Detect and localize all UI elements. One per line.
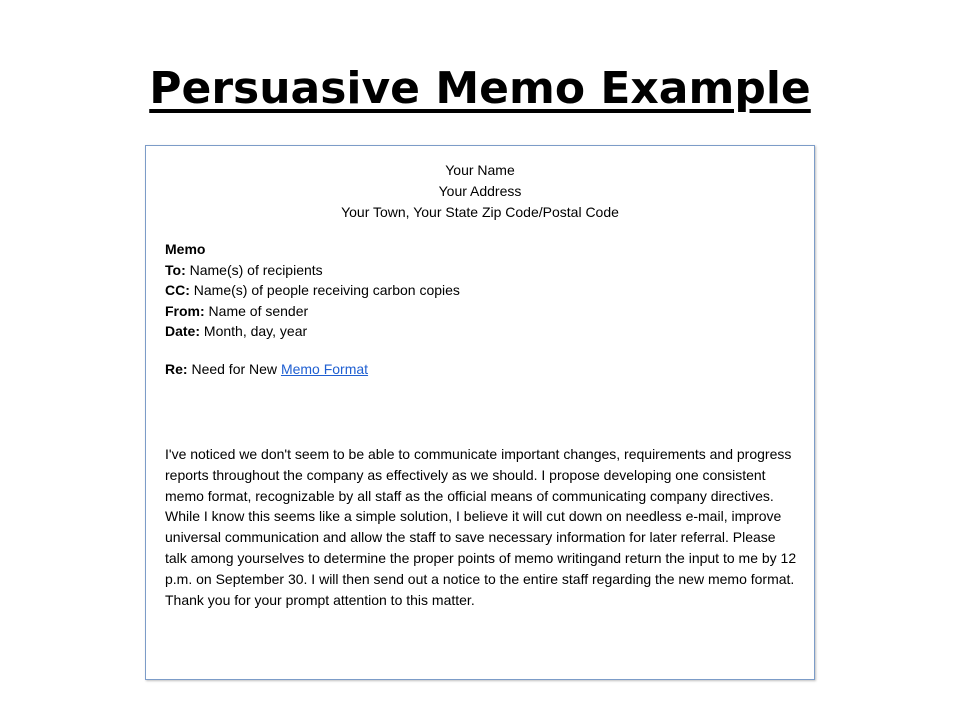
sender-address: Your Address — [438, 183, 522, 199]
sender-town: Your Town, Your State Zip Code/Postal Code — [341, 204, 619, 220]
memo-document — [145, 145, 815, 680]
page-title — [0, 55, 960, 123]
memo-format-link[interactable]: Memo Format — [280, 361, 369, 377]
date-label: Date: — [165, 323, 201, 339]
date-value: Month, day, year — [200, 323, 308, 339]
memo-to-line — [165, 260, 460, 281]
memo-date-line — [165, 321, 460, 342]
memo-re-line — [165, 359, 368, 379]
to-value: Name(s) of recipients — [185, 261, 323, 278]
memo-heading: Memo — [165, 241, 206, 257]
re-value: Need for New — [187, 361, 281, 377]
memo-from-line — [165, 301, 460, 322]
from-label: From: — [165, 302, 205, 319]
body-paragraph-1: I've noticed we don't seem to be able to communicate important changes, requirements and progress reports throughout the company as effectively as we should. I propose developing one consistent memo format, recognizable by all staff as the official means of communicating company directives. — [165, 446, 792, 504]
sender-name: Your Name — [445, 162, 515, 178]
cc-label: CC: — [165, 282, 190, 298]
memo-body — [165, 444, 797, 610]
sender-block — [146, 160, 814, 223]
to-label: To: — [165, 261, 186, 278]
memo-fields — [165, 239, 460, 342]
re-label: Re: — [165, 361, 188, 377]
page-title-text: Persuasive Memo Example — [149, 63, 811, 114]
body-paragraph-2: While I know this seems like a simple solution, I believe it will cut down on needless e-mail, improve universal communication and allow the staff to save necessary information for later referral. Please talk among yourselves to determine the proper points of memo writingand return the input to me by 12 p.m. on September 30. I will then send out a notice to the entire staff regarding the new memo format. — [165, 508, 797, 587]
memo-cc-line — [165, 280, 460, 301]
from-value: Name of sender — [204, 302, 309, 319]
cc-value: Name(s) of people receiving carbon copies — [189, 282, 460, 298]
body-paragraph-3: Thank you for your prompt attention to this matter. — [165, 591, 475, 608]
